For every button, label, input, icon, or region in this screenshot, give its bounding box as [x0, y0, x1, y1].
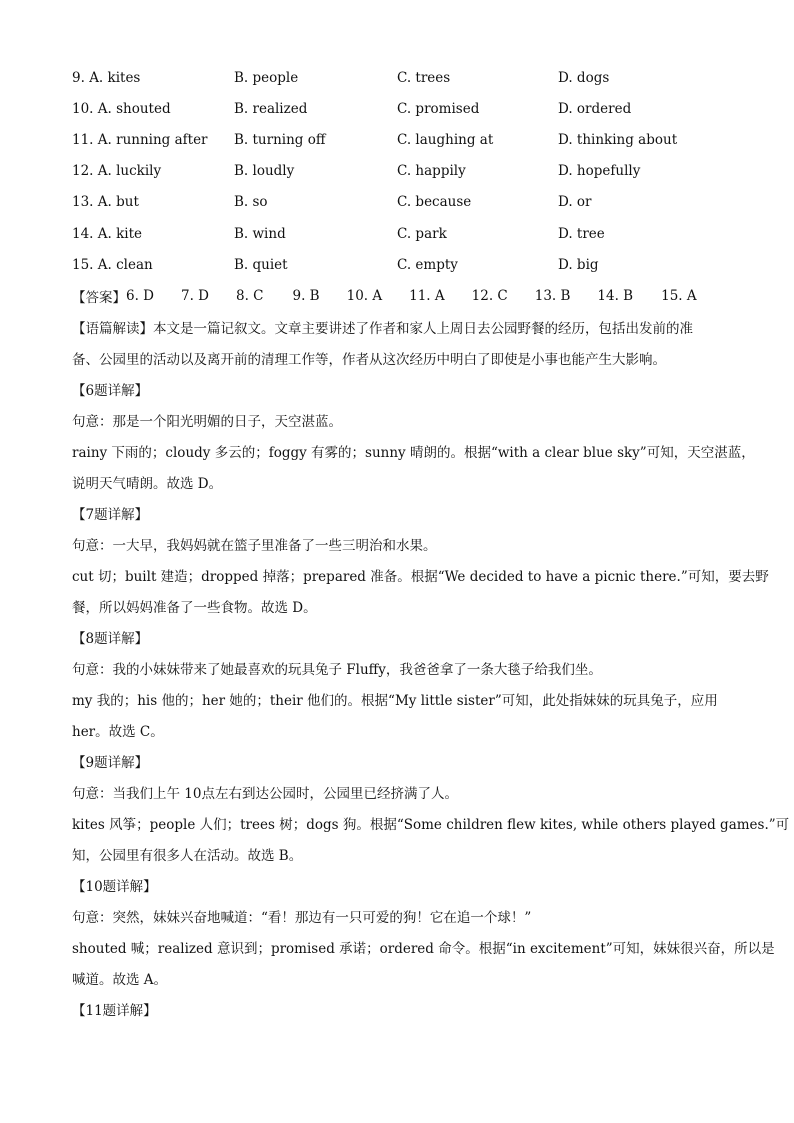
detail-title: 【9题详解】: [72, 754, 149, 771]
question-number: 14.: [72, 225, 94, 242]
option-a: [72, 101, 234, 117]
analysis-line-2: 备、公园里的活动以及离开前的清理工作等，作者从这次经历中明白了即使是小事也能产生大影响。: [72, 351, 666, 368]
answer-line: [72, 280, 732, 311]
answer-item: 14. B: [597, 287, 634, 304]
option-text: A. luckily: [97, 163, 162, 180]
question-number: 15.: [72, 256, 94, 273]
option-row: [72, 93, 732, 124]
option-row: [72, 124, 732, 155]
detail-line: 餐，所以妈妈准备了一些食物。故选 D。: [72, 599, 317, 616]
answer-item: 6. D: [126, 287, 154, 304]
detail-line: rainy 下雨的；cloudy 多云的；foggy 有雾的；sunny 晴朗的。根据“with a clear blue sky”可知，天空湛蓝，: [72, 444, 755, 461]
option-b: B. so: [234, 194, 268, 211]
answer-item: 10. A: [346, 287, 383, 304]
detail-line: shouted 喊；realized 意识到；promised 承诺；ordered 命令。根据“in excitement”可知，妹妹很兴奋，所以是: [72, 940, 775, 957]
detail-line: 知，公园里有很多人在活动。故选 B。: [72, 847, 303, 864]
option-a: [72, 70, 234, 86]
detail-title: 【6题详解】: [72, 382, 149, 399]
option-text: A. kite: [97, 225, 143, 242]
option-a: [72, 163, 234, 179]
question-number: 12.: [72, 163, 94, 180]
option-row: [72, 249, 732, 280]
detail-line: my 我的；his 他的；her 她的；their 他们的。根据“My little sister”可知，此处指妹妹的玩具兔子，应用: [72, 692, 718, 709]
option-c: C. because: [397, 194, 472, 211]
option-b: B. quiet: [234, 256, 288, 273]
option-row: [72, 218, 732, 249]
option-row: [72, 62, 732, 93]
detail-title: 【11题详解】: [72, 1002, 157, 1019]
option-c: C. park: [397, 225, 447, 242]
detail-line: kites 风筝；people 人们；trees 树；dogs 狗。根据“Some children flew kites, while others played games.”可: [72, 816, 790, 833]
question-number: 9.: [72, 69, 85, 86]
document-page: [72, 62, 790, 1024]
option-d: D. or: [558, 194, 592, 211]
option-b: B. wind: [234, 225, 286, 242]
option-d: D. tree: [558, 225, 605, 242]
answer-item: 8. C: [236, 287, 264, 304]
option-b: B. loudly: [234, 163, 295, 180]
option-c: C. trees: [397, 69, 451, 86]
option-d: D. thinking about: [558, 131, 678, 148]
detail-line: 喊道。故选 A。: [72, 971, 168, 988]
detail-line: 句意：突然，妹妹兴奋地喊道：“看！那边有一只可爱的狗！它在追一个球！”: [72, 909, 532, 926]
question-number: 10.: [72, 100, 94, 117]
option-text: A. running after: [97, 131, 208, 148]
detail-line: 句意：当我们上午 10点左右到达公园时，公园里已经挤满了人。: [72, 785, 458, 802]
option-a: [72, 132, 234, 148]
detail-title: 【8题详解】: [72, 630, 149, 647]
option-text: A. shouted: [97, 100, 171, 117]
option-d: D. dogs: [558, 69, 610, 86]
answer-item: 13. B: [534, 287, 571, 304]
option-c: C. empty: [397, 256, 458, 273]
answer-item: 9. B: [292, 287, 320, 304]
option-d: D. ordered: [558, 100, 632, 117]
answer-item: 7. D: [181, 287, 209, 304]
details-section: [72, 373, 790, 1024]
answer-item: 12. C: [471, 287, 508, 304]
detail-line: 句意：一大早，我妈妈就在篮子里准备了一些三明治和水果。: [72, 537, 437, 554]
detail-line: 说明天气晴朗。故选 D。: [72, 475, 223, 492]
analysis-line-1: 【语篇解读】本文是一篇记叙文。文章主要讲述了作者和家人上周日去公园野餐的经历，包括出发前的准: [72, 320, 693, 337]
option-a: [72, 226, 234, 242]
options-list: [72, 62, 732, 280]
option-c: C. happily: [397, 163, 466, 180]
option-text: A. kites: [89, 69, 141, 86]
detail-line: 句意：我的小妹妹带来了她最喜欢的玩具兔子 Fluffy，我爸爸拿了一条大毯子给我们坐。: [72, 661, 602, 678]
option-c: C. promised: [397, 100, 480, 117]
question-number: 13.: [72, 194, 94, 211]
option-text: A. but: [97, 194, 139, 211]
answer-item: 15. A: [661, 287, 697, 304]
option-a: [72, 257, 234, 273]
answer-item: 11. A: [409, 287, 445, 304]
option-b: B. people: [234, 69, 299, 86]
option-b: B. turning off: [234, 131, 326, 148]
detail-title: 【10题详解】: [72, 878, 157, 895]
detail-line: her。故选 C。: [72, 723, 164, 740]
option-d: D. big: [558, 256, 599, 273]
detail-line: 句意：那是一个阳光明媚的日子，天空湛蓝。: [72, 413, 342, 430]
option-b: B. realized: [234, 100, 308, 117]
detail-title: 【7题详解】: [72, 506, 149, 523]
option-row: [72, 156, 732, 187]
answer-label: 【答案】: [72, 289, 126, 306]
option-text: A. clean: [97, 256, 153, 273]
option-a: [72, 194, 234, 210]
option-d: D. hopefully: [558, 163, 641, 180]
option-row: [72, 187, 732, 218]
question-number: 11.: [72, 131, 94, 148]
detail-line: cut 切；built 建造；dropped 掉落；prepared 准备。根据“We decided to have a picnic there.”可知，要去野: [72, 568, 769, 585]
option-c: C. laughing at: [397, 131, 494, 148]
